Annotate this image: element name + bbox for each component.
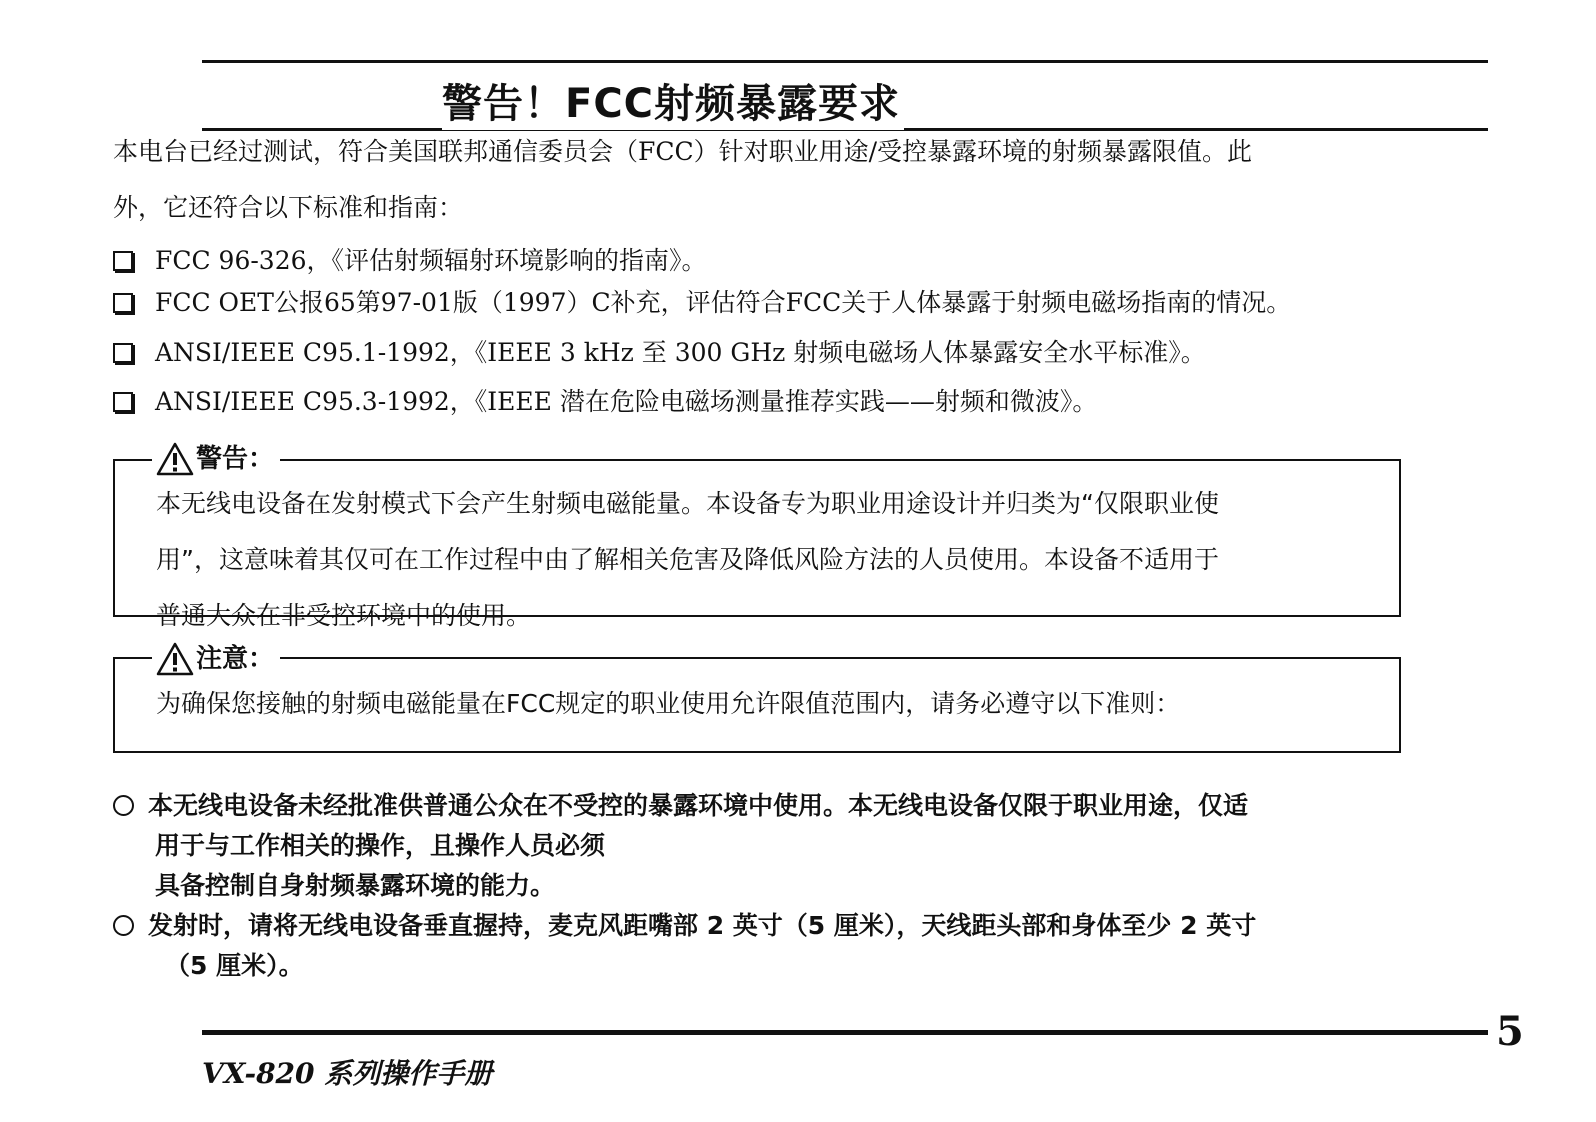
list-item: FCC OET公报65第97-01版（1997）C补充，评估符合FCC关于人体暴露于射频电磁场指南的情况。 — [113, 283, 1291, 319]
page-title: 警告！FCC射频暴露要求 — [442, 78, 904, 130]
warning-line-2: 用”，这意味着其仅可在工作过程中由了解相关危害及降低风险方法的人员使用。本设备不适用于 — [156, 545, 1219, 574]
circle-bullet-icon — [113, 795, 134, 816]
guideline-item: 发射时，请将无线电设备垂直握持，麦克风距嘴部 2 英寸（5 厘米），天线距头部和身体至少 2 英寸 （5 厘米）。 — [113, 906, 1413, 986]
warning-triangle-icon — [156, 642, 194, 676]
warning-line-1: 本无线电设备在发射模式下会产生射频电磁能量。本设备专为职业用途设计并归类为“仅限职业使 — [156, 489, 1219, 518]
caution-label: 注意： — [152, 642, 280, 676]
footer-rule — [202, 1030, 1488, 1035]
warning-label: 警告： — [152, 442, 280, 476]
guideline-item: 本无线电设备未经批准供普通公众在不受控的暴露环境中使用。本无线电设备仅限于职业用途，仅适 用于与工作相关的操作，且操作人员必须 具备控制自身射频暴露环境的能力。 — [113, 786, 1413, 906]
checkbox-bullet-icon — [113, 343, 133, 363]
intro-line-1: 本电台已经过测试，符合美国联邦通信委员会（FCC）针对职业用途/受控暴露环境的射频暴露限值。此 — [113, 137, 1253, 166]
circle-bullet-icon — [113, 915, 134, 936]
list-item: ANSI/IEEE C95.3-1992，《IEEE 潜在危险电磁场测量推荐实践——射频和微波》。 — [113, 382, 1097, 418]
warning-line-3: 普通大众在非受控环境中的使用。 — [156, 601, 532, 630]
page-number: 5 — [1496, 1008, 1524, 1055]
checkbox-bullet-icon — [113, 251, 133, 271]
footer-manual-title: VX-820 系列操作手册 — [202, 1057, 493, 1090]
list-item: ANSI/IEEE C95.1-1992，《IEEE 3 kHz 至 300 GHz 射频电磁场人体暴露安全水平标准》。 — [113, 333, 1206, 369]
checkbox-bullet-icon — [113, 392, 133, 412]
caution-text: 为确保您接触的射频电磁能量在FCC规定的职业使用允许限值范围内，请务必遵守以下准则： — [156, 689, 1181, 718]
header-top-rule — [202, 60, 1488, 63]
intro-line-2: 外，它还符合以下标准和指南： — [113, 193, 464, 222]
list-item: FCC 96-326，《评估射频辐射环境影响的指南》。 — [113, 241, 707, 277]
checkbox-bullet-icon — [113, 293, 133, 313]
warning-triangle-icon — [156, 442, 194, 476]
warning-text — [156, 476, 1386, 644]
intro-paragraph — [113, 124, 1413, 236]
